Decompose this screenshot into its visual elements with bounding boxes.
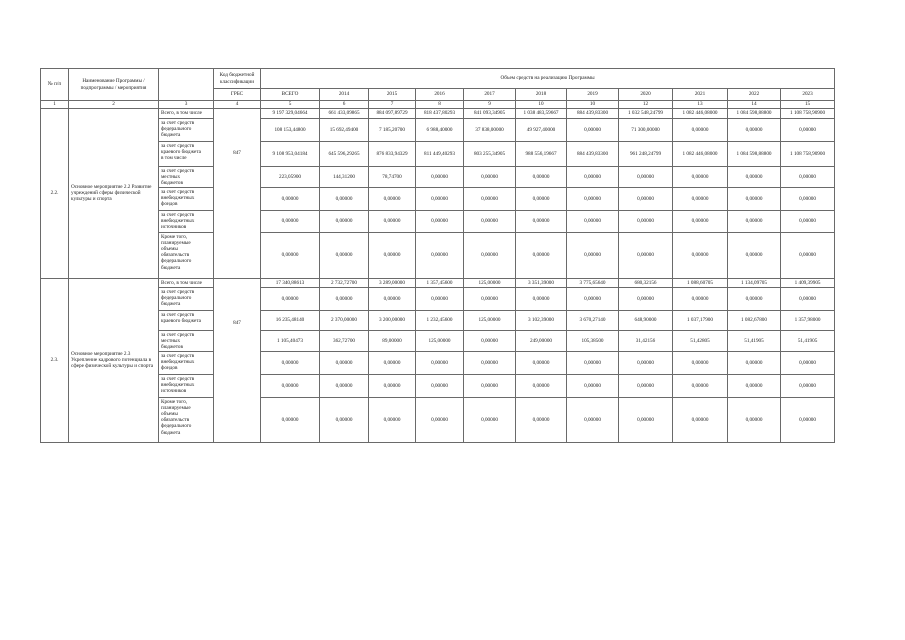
value-cell: 0,00000 bbox=[369, 397, 416, 442]
value-cell: 0,00000 bbox=[673, 287, 728, 310]
item-number: 2.2. bbox=[41, 109, 69, 279]
value-cell: 0,00000 bbox=[781, 167, 835, 188]
value-cell: 71 300,00000 bbox=[619, 119, 673, 142]
item-name: Основное мероприятие 2.2 Развитие учреждений сферы физической культуры и спорта bbox=[69, 109, 159, 279]
value-cell: 0,00000 bbox=[673, 374, 728, 397]
row-label: Кроме того, планируемые объемы обязательств федерального бюджета bbox=[159, 232, 214, 278]
row-label: за счет средств внебюджетных фондов bbox=[159, 187, 214, 210]
value-cell: 0,00000 bbox=[261, 374, 320, 397]
value-cell: 680,32156 bbox=[619, 278, 673, 287]
value-cell: 0,00000 bbox=[464, 351, 516, 374]
col-header-grbs: ГРБС bbox=[214, 89, 261, 101]
value-cell: 0,00000 bbox=[464, 210, 516, 232]
value-cell: 0,00000 bbox=[567, 232, 619, 278]
value-cell: 0,00000 bbox=[728, 287, 781, 310]
value-cell: 51,41905 bbox=[781, 330, 835, 351]
value-cell: 9 108 953,04184 bbox=[261, 142, 320, 167]
value-cell: 0,00000 bbox=[673, 119, 728, 142]
value-cell: 3 775,65640 bbox=[567, 278, 619, 287]
value-cell: 0,00000 bbox=[619, 374, 673, 397]
table-row bbox=[41, 109, 835, 119]
value-cell: 3 289,00000 bbox=[369, 278, 416, 287]
year-header: 2019 bbox=[567, 89, 619, 101]
year-header: 2016 bbox=[416, 89, 464, 101]
value-cell: 0,00000 bbox=[567, 210, 619, 232]
table-body bbox=[41, 109, 835, 443]
value-cell: 0,00000 bbox=[567, 119, 619, 142]
value-cell: 841 093,34905 bbox=[464, 109, 516, 119]
column-number: 7 bbox=[369, 101, 416, 109]
value-cell: 49 927,40000 bbox=[516, 119, 567, 142]
row-label: за счет средств местных бюджетов bbox=[159, 330, 214, 351]
table-row bbox=[41, 278, 835, 287]
value-cell: 7 185,20700 bbox=[369, 119, 416, 142]
value-cell: 0,00000 bbox=[320, 187, 369, 210]
column-number: 12 bbox=[619, 101, 673, 109]
value-cell: 1 032 548,24799 bbox=[619, 109, 673, 119]
value-cell: 1 088,60705 bbox=[673, 278, 728, 287]
year-header: 2015 bbox=[369, 89, 416, 101]
value-cell: 37 838,00000 bbox=[464, 119, 516, 142]
value-cell: 17 340,88613 bbox=[261, 278, 320, 287]
table-row bbox=[41, 351, 835, 374]
table-row bbox=[41, 167, 835, 188]
value-cell: 0,00000 bbox=[261, 187, 320, 210]
year-header: 2022 bbox=[728, 89, 781, 101]
value-cell: 0,00000 bbox=[516, 287, 567, 310]
item-name: Основное мероприятие 2.3 Укрепление кадрового потенциала в сфере физической культуры и спорта bbox=[69, 278, 159, 442]
value-cell: 0,00000 bbox=[781, 232, 835, 278]
value-cell: 1 108 758,90900 bbox=[781, 109, 835, 119]
column-number: 14 bbox=[728, 101, 781, 109]
value-cell: 0,00000 bbox=[781, 287, 835, 310]
value-cell: 818 437,80293 bbox=[416, 109, 464, 119]
value-cell: 884 439,83300 bbox=[567, 142, 619, 167]
value-cell: 0,00000 bbox=[728, 232, 781, 278]
value-cell: 125,00000 bbox=[464, 278, 516, 287]
value-cell: 0,00000 bbox=[416, 210, 464, 232]
value-cell: 961 248,24799 bbox=[619, 142, 673, 167]
budget-table bbox=[40, 68, 835, 443]
value-cell: 125,00000 bbox=[464, 310, 516, 330]
value-cell: 0,00000 bbox=[567, 167, 619, 188]
row-label: Всего, в том числе bbox=[159, 278, 214, 287]
value-cell: 0,00000 bbox=[567, 287, 619, 310]
value-cell: 0,00000 bbox=[728, 167, 781, 188]
value-cell: 0,00000 bbox=[728, 374, 781, 397]
value-cell: 645 596,29265 bbox=[320, 142, 369, 167]
value-cell: 876 833,94329 bbox=[369, 142, 416, 167]
col-header-name: Наименование Программы / подпрограммы / мероприятия bbox=[69, 69, 159, 101]
table-row bbox=[41, 310, 835, 330]
value-cell: 6 988,40000 bbox=[416, 119, 464, 142]
value-cell: 811 449,40293 bbox=[416, 142, 464, 167]
value-cell: 0,00000 bbox=[320, 210, 369, 232]
column-number: 1 bbox=[41, 101, 69, 109]
value-cell: 0,00000 bbox=[619, 397, 673, 442]
value-cell: 3 102,39000 bbox=[516, 310, 567, 330]
col-header-volume: Объем средств на реализацию Программы bbox=[261, 69, 835, 89]
value-cell: 1 357,45600 bbox=[416, 278, 464, 287]
row-label: за счет средств федерального бюджета bbox=[159, 119, 214, 142]
year-header: 2020 bbox=[619, 89, 673, 101]
value-cell: 0,00000 bbox=[781, 397, 835, 442]
value-cell: 0,00000 bbox=[261, 287, 320, 310]
value-cell: 0,00000 bbox=[673, 232, 728, 278]
column-number: 13 bbox=[673, 101, 728, 109]
column-number: 10 bbox=[516, 101, 567, 109]
value-cell: 0,00000 bbox=[369, 187, 416, 210]
column-number: 6 bbox=[320, 101, 369, 109]
value-cell: 0,00000 bbox=[516, 210, 567, 232]
value-cell: 0,00000 bbox=[464, 397, 516, 442]
value-cell: 0,00000 bbox=[369, 287, 416, 310]
value-cell: 1 409,39905 bbox=[781, 278, 835, 287]
year-header: 2021 bbox=[673, 89, 728, 101]
value-cell: 0,00000 bbox=[261, 210, 320, 232]
table-row bbox=[41, 287, 835, 310]
value-cell: 0,00000 bbox=[781, 351, 835, 374]
value-cell: 2 370,00000 bbox=[320, 310, 369, 330]
column-number-row bbox=[41, 101, 835, 109]
value-cell: 1 108 758,90900 bbox=[781, 142, 835, 167]
value-cell: 89,00000 bbox=[369, 330, 416, 351]
value-cell: 1 082 446,08000 bbox=[673, 109, 728, 119]
row-label: за счет средств внебюджетных источников bbox=[159, 374, 214, 397]
col-header-kbk: Код бюджетной классификации bbox=[214, 69, 261, 89]
year-header: ВСЕГО bbox=[261, 89, 320, 101]
value-cell: 3 351,39000 bbox=[516, 278, 567, 287]
year-header: 2018 bbox=[516, 89, 567, 101]
value-cell: 0,00000 bbox=[619, 287, 673, 310]
value-cell: 0,00000 bbox=[781, 210, 835, 232]
value-cell: 125,00000 bbox=[416, 330, 464, 351]
value-cell: 0,00000 bbox=[416, 187, 464, 210]
column-number: 15 bbox=[781, 101, 835, 109]
row-label: за счет средств федерального бюджета bbox=[159, 287, 214, 310]
value-cell: 1 037,17900 bbox=[673, 310, 728, 330]
value-cell: 0,00000 bbox=[567, 397, 619, 442]
value-cell: 0,00000 bbox=[416, 287, 464, 310]
value-cell: 0,00000 bbox=[728, 351, 781, 374]
value-cell: 0,00000 bbox=[619, 210, 673, 232]
value-cell: 0,00000 bbox=[567, 351, 619, 374]
row-label: за счет средств краевого бюджета в том числе bbox=[159, 142, 214, 167]
value-cell: 105,38500 bbox=[567, 330, 619, 351]
row-label: Кроме того, планируемые объемы обязательств федерального бюджета bbox=[159, 397, 214, 442]
value-cell: 1 084 598,88800 bbox=[728, 142, 781, 167]
value-cell: 0,00000 bbox=[320, 287, 369, 310]
table-row bbox=[41, 232, 835, 278]
value-cell: 0,00000 bbox=[320, 351, 369, 374]
value-cell: 51,41905 bbox=[728, 330, 781, 351]
column-number: 5 bbox=[261, 101, 320, 109]
value-cell: 249,00000 bbox=[516, 330, 567, 351]
value-cell: 1 232,45600 bbox=[416, 310, 464, 330]
value-cell: 3 200,00000 bbox=[369, 310, 416, 330]
value-cell: 884 097,89729 bbox=[369, 109, 416, 119]
value-cell: 0,00000 bbox=[728, 119, 781, 142]
column-number: 9 bbox=[464, 101, 516, 109]
value-cell: 2 732,72700 bbox=[320, 278, 369, 287]
value-cell: 78,74700 bbox=[369, 167, 416, 188]
value-cell: 0,00000 bbox=[464, 167, 516, 188]
value-cell: 0,00000 bbox=[320, 374, 369, 397]
column-number: 3 bbox=[159, 101, 214, 109]
document-page bbox=[40, 68, 835, 443]
value-cell: 1 357,98000 bbox=[781, 310, 835, 330]
value-cell: 0,00000 bbox=[416, 397, 464, 442]
value-cell: 648,90000 bbox=[619, 310, 673, 330]
value-cell: 0,00000 bbox=[416, 167, 464, 188]
value-cell: 0,00000 bbox=[673, 351, 728, 374]
row-label: за счет средств внебюджетных источников bbox=[159, 210, 214, 232]
value-cell: 0,00000 bbox=[516, 187, 567, 210]
year-header: 2023 bbox=[781, 89, 835, 101]
value-cell: 0,00000 bbox=[516, 351, 567, 374]
col-header-blank bbox=[159, 69, 214, 101]
value-cell: 0,00000 bbox=[781, 119, 835, 142]
value-cell: 0,00000 bbox=[516, 232, 567, 278]
table-row bbox=[41, 397, 835, 442]
value-cell: 0,00000 bbox=[261, 351, 320, 374]
value-cell: 1 105,40473 bbox=[261, 330, 320, 351]
value-cell: 0,00000 bbox=[619, 187, 673, 210]
value-cell: 0,00000 bbox=[369, 232, 416, 278]
column-number: 8 bbox=[416, 101, 464, 109]
value-cell: 0,00000 bbox=[619, 167, 673, 188]
value-cell: 1 082 446,08000 bbox=[673, 142, 728, 167]
column-number: 2 bbox=[69, 101, 159, 109]
value-cell: 0,00000 bbox=[673, 397, 728, 442]
row-label: за счет средств внебюджетных фондов bbox=[159, 351, 214, 374]
value-cell: 0,00000 bbox=[369, 351, 416, 374]
value-cell: 884 439,83300 bbox=[567, 109, 619, 119]
value-cell: 0,00000 bbox=[516, 167, 567, 188]
col-header-number: № п/п bbox=[41, 69, 69, 101]
value-cell: 362,72700 bbox=[320, 330, 369, 351]
value-cell: 0,00000 bbox=[728, 397, 781, 442]
value-cell: 0,00000 bbox=[516, 397, 567, 442]
value-cell: 3 670,27140 bbox=[567, 310, 619, 330]
value-cell: 0,00000 bbox=[516, 374, 567, 397]
table-row bbox=[41, 210, 835, 232]
value-cell: 0,00000 bbox=[261, 232, 320, 278]
value-cell: 0,00000 bbox=[416, 232, 464, 278]
value-cell: 0,00000 bbox=[320, 397, 369, 442]
value-cell: 0,00000 bbox=[464, 330, 516, 351]
value-cell: 31,42156 bbox=[619, 330, 673, 351]
value-cell: 1 084 598,88800 bbox=[728, 109, 781, 119]
value-cell: 51,42805 bbox=[673, 330, 728, 351]
row-label: за счет средств местных бюджетов bbox=[159, 167, 214, 188]
header-row bbox=[41, 69, 835, 89]
value-cell: 988 556,19667 bbox=[516, 142, 567, 167]
value-cell: 0,00000 bbox=[728, 187, 781, 210]
value-cell: 0,00000 bbox=[673, 167, 728, 188]
value-cell: 1 082,67800 bbox=[728, 310, 781, 330]
value-cell: 0,00000 bbox=[619, 351, 673, 374]
value-cell: 0,00000 bbox=[464, 187, 516, 210]
column-number: 10 bbox=[567, 101, 619, 109]
value-cell: 0,00000 bbox=[619, 232, 673, 278]
value-cell: 1 038 483,59667 bbox=[516, 109, 567, 119]
value-cell: 0,00000 bbox=[464, 374, 516, 397]
column-number: 4 bbox=[214, 101, 261, 109]
value-cell: 803 255,34905 bbox=[464, 142, 516, 167]
grbs-code: 847 bbox=[214, 278, 261, 442]
year-header: 2014 bbox=[320, 89, 369, 101]
value-cell: 15 692,49400 bbox=[320, 119, 369, 142]
row-label: за счет средств краевого бюджета bbox=[159, 310, 214, 330]
value-cell: 0,00000 bbox=[416, 374, 464, 397]
item-number: 2.3. bbox=[41, 278, 69, 442]
year-header: 2017 bbox=[464, 89, 516, 101]
value-cell: 0,00000 bbox=[728, 210, 781, 232]
table-row bbox=[41, 330, 835, 351]
value-cell: 16 235,48140 bbox=[261, 310, 320, 330]
grbs-code: 847 bbox=[214, 109, 261, 279]
table-row bbox=[41, 374, 835, 397]
value-cell: 0,00000 bbox=[369, 374, 416, 397]
value-cell: 0,00000 bbox=[369, 210, 416, 232]
table-row bbox=[41, 187, 835, 210]
value-cell: 1 134,09705 bbox=[728, 278, 781, 287]
value-cell: 0,00000 bbox=[416, 351, 464, 374]
value-cell: 661 433,09865 bbox=[320, 109, 369, 119]
value-cell: 9 197 329,04664 bbox=[261, 109, 320, 119]
value-cell: 0,00000 bbox=[567, 374, 619, 397]
table-row bbox=[41, 119, 835, 142]
row-label: Всего, в том числе bbox=[159, 109, 214, 119]
value-cell: 0,00000 bbox=[464, 287, 516, 310]
table-row bbox=[41, 142, 835, 167]
value-cell: 0,00000 bbox=[781, 187, 835, 210]
value-cell: 0,00000 bbox=[464, 232, 516, 278]
value-cell: 108 153,44800 bbox=[261, 119, 320, 142]
value-cell: 0,00000 bbox=[567, 187, 619, 210]
value-cell: 0,00000 bbox=[261, 397, 320, 442]
value-cell: 0,00000 bbox=[320, 232, 369, 278]
value-cell: 144,31200 bbox=[320, 167, 369, 188]
value-cell: 223,05900 bbox=[261, 167, 320, 188]
value-cell: 0,00000 bbox=[673, 210, 728, 232]
value-cell: 0,00000 bbox=[673, 187, 728, 210]
value-cell: 0,00000 bbox=[781, 374, 835, 397]
